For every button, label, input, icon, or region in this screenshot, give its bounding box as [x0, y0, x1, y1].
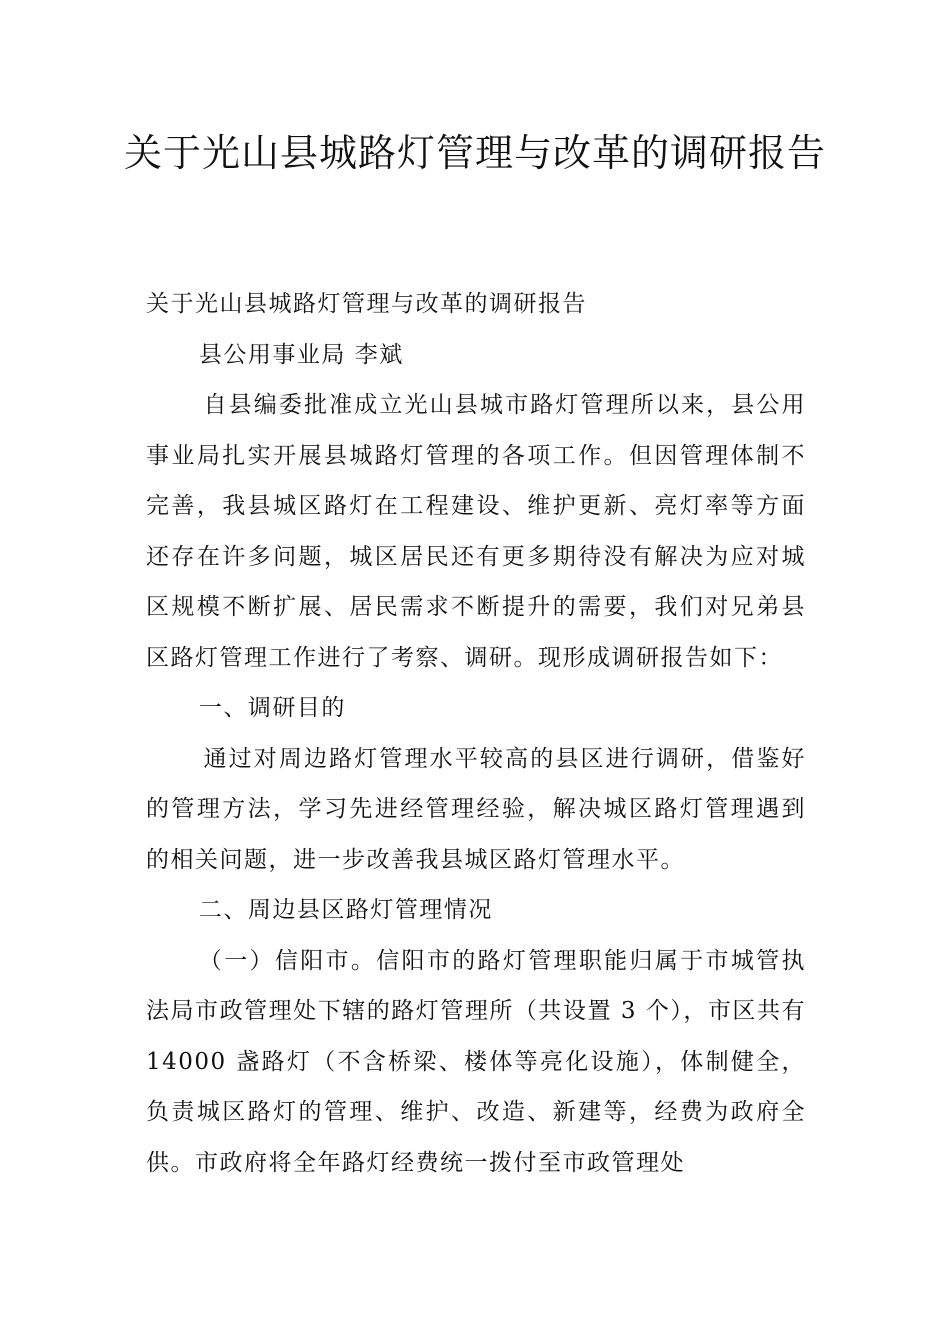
author-line: 县公用事业局 李斌	[198, 341, 404, 368]
document-title: 关于光山县城路灯管理与改革的调研报告	[123, 131, 826, 175]
intro-paragraph: 自县编委批准成立光山县城市路灯管理所以来，县公用事业局扎实开展县城路灯管理的各项工作。但因管理体制不完善，我县城区路灯在工程建设、维护更新、亮灯率等方面还存在许多问题，城区居民还有更多期待没有解决为应对城区规模不断扩展、居民需求不断提升的需要，我们对兄弟县区路灯管理工作进行了考察、调研。现形成调研报告如下：	[146, 392, 806, 671]
purpose-paragraph: 通过对周边路灯管理水平较高的县区进行调研，借鉴好的管理方法，学习先进经管理经验，解决城区路灯管理遇到的相关问题，进一步改善我县城区路灯管理水平。	[146, 745, 806, 873]
section-heading-survey: 二、周边县区路灯管理情况	[198, 897, 493, 923]
section-heading-purpose: 一、调研目的	[198, 695, 346, 721]
document-body	[146, 279, 806, 1188]
body-heading: 关于光山县城路灯管理与改革的调研报告	[146, 291, 587, 317]
xinyang-paragraph: （一）信阳市。信阳市的路灯管理职能归属于市城管执法局市政管理处下辖的路灯管理所（共设置 3 个），市区共有 14000 盏路灯（不含桥梁、楼体等亮化设施），体制健全，负责城区路灯的管理、维护、改造、新建等，经费为政府全供。市政府将全年路灯经费统一拨付至市政管理处	[146, 947, 806, 1176]
